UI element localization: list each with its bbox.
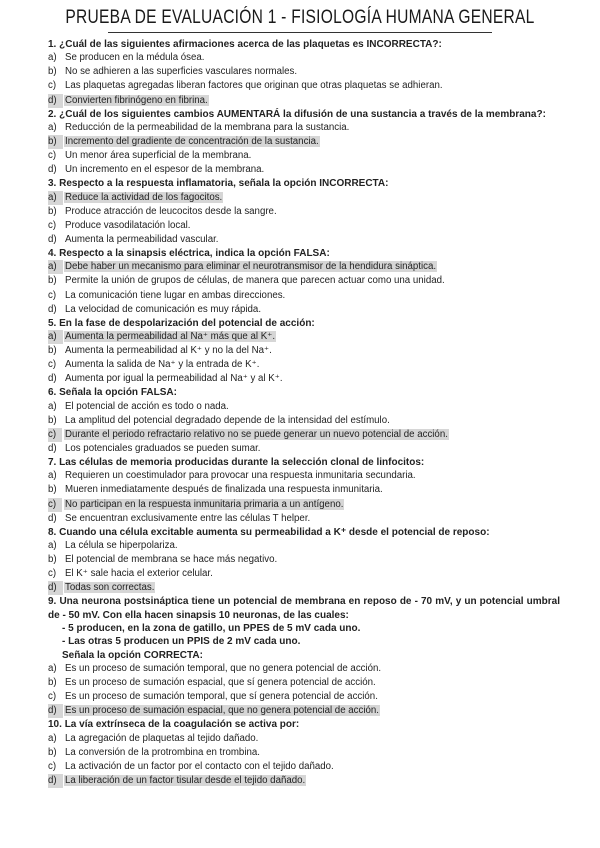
- option-text: El potencial de acción es todo o nada.: [65, 400, 229, 412]
- option-text: Los potenciales graduados se pueden sumar.: [65, 442, 261, 454]
- answer-option: [48, 358, 560, 372]
- option-text: Mueren inmediatamente después de finalizada una respuesta inmunitaria.: [65, 484, 383, 496]
- answer-option: [48, 400, 560, 414]
- question-text: En la fase de despolarización del potencial de acción:: [59, 317, 315, 329]
- question-stem: [48, 38, 560, 51]
- question-list: [48, 38, 560, 788]
- option-text: Es un proceso de sumación temporal, que sí genera potencial de acción.: [65, 691, 378, 703]
- option-text: Es un proceso de sumación espacial, que sí genera potencial de acción.: [65, 676, 376, 688]
- answer-option: [48, 662, 560, 676]
- answer-option: [48, 732, 560, 746]
- answer-option: [48, 344, 560, 358]
- answer-option: [48, 539, 560, 553]
- option-letter: d): [48, 704, 63, 718]
- answer-option: [48, 512, 560, 526]
- question-extra-line: - 5 producen, en la zona de gatillo, un PPES de 5 mV cada uno.: [62, 622, 361, 634]
- option-letter: d): [48, 442, 57, 454]
- answer-option: [48, 121, 560, 135]
- option-letter: b): [48, 484, 57, 496]
- question-extra-line: Señala la opción CORRECTA:: [62, 649, 203, 661]
- answer-option: [48, 219, 560, 233]
- question-number: 7.: [48, 457, 57, 469]
- option-letter: a): [48, 330, 63, 344]
- option-letter: c): [48, 359, 57, 371]
- question-text: Señala la opción FALSA:: [59, 387, 177, 399]
- answer-option: [48, 303, 560, 317]
- option-text: El potencial de membrana se hace más negativo.: [65, 554, 278, 566]
- option-text: Incremento del gradiente de concentración de la sustancia.: [65, 136, 319, 148]
- answer-option-highlighted: [48, 94, 560, 108]
- option-letter: b): [48, 746, 57, 758]
- option-letter: d): [48, 94, 63, 108]
- question-8: [48, 526, 560, 596]
- question-extra-line: - Las otras 5 producen un PPIS de 2 mV cada uno.: [62, 636, 301, 648]
- answer-option-highlighted: [48, 704, 560, 718]
- question-4: [48, 247, 560, 317]
- answer-option-highlighted: [48, 774, 560, 788]
- question-stem: [48, 177, 560, 190]
- question-3: [48, 177, 560, 247]
- option-letter: c): [48, 568, 57, 580]
- option-letter: b): [48, 554, 57, 566]
- option-text: Aumenta la permeabilidad vascular.: [65, 233, 219, 245]
- option-text: Aumenta la salida de Na⁺ y la entrada de K⁺.: [65, 359, 260, 371]
- question-number: 1.: [48, 39, 57, 50]
- option-text: Convierten fibrinógeno en fibrina.: [65, 94, 208, 106]
- option-text: No se adhieren a las superficies vasculares normales.: [65, 66, 298, 78]
- answer-option: [48, 163, 560, 177]
- option-letter: b): [48, 345, 57, 357]
- option-letter: c): [48, 428, 62, 442]
- option-text: Aumenta por igual la permeabilidad al Na⁺ y al K⁺.: [65, 373, 283, 385]
- option-text: Produce vasodilatación local.: [65, 219, 191, 231]
- option-letter: d): [48, 233, 57, 245]
- question-stem: [48, 386, 560, 399]
- option-letter: b): [48, 135, 63, 149]
- question-number: 2.: [48, 108, 57, 120]
- question-1: [48, 38, 560, 108]
- question-stem: [48, 595, 560, 622]
- answer-option-highlighted: [48, 428, 560, 442]
- option-text: Un incremento en el espesor de la membrana.: [65, 164, 265, 176]
- answer-option: [48, 65, 560, 79]
- option-text: Todas son correctas.: [65, 582, 155, 594]
- question-stem: [48, 456, 560, 469]
- question-5: [48, 317, 560, 387]
- answer-option: [48, 414, 560, 428]
- answer-option-highlighted: [48, 581, 560, 595]
- page-title: PRUEBA DE EVALUACIÓN 1 - FISIOLOGÍA HUMANA GENERAL: [65, 7, 535, 28]
- question-stem: [48, 317, 560, 330]
- option-text: Durante el periodo refractario relativo no se puede generar un nuevo potencial de acción.: [65, 428, 448, 440]
- option-letter: b): [48, 205, 57, 217]
- answer-option: [48, 274, 560, 288]
- answer-option-highlighted: [48, 330, 560, 344]
- question-number: 10.: [48, 719, 62, 731]
- option-letter: a): [48, 52, 57, 64]
- option-text: Reducción de la permeabilidad de la membrana para la sustancia.: [65, 121, 350, 133]
- question-9: [48, 595, 560, 718]
- answer-option: [48, 676, 560, 690]
- option-text: La conversión de la protrombina en trombina.: [65, 746, 260, 758]
- answer-option: [48, 469, 560, 483]
- option-letter: a): [48, 470, 57, 482]
- option-letter: a): [48, 121, 57, 133]
- answer-option: [48, 442, 560, 456]
- option-text: Aumenta la permeabilidad al K⁺ y no la del Na⁺.: [65, 345, 272, 357]
- answer-option-highlighted: [48, 135, 560, 149]
- answer-option: [48, 149, 560, 163]
- option-text: El K⁺ sale hacia el exterior celular.: [65, 568, 213, 580]
- option-letter: c): [48, 150, 57, 162]
- option-text: La célula se hiperpolariza.: [65, 540, 178, 551]
- option-letter: d): [48, 774, 63, 788]
- question-6: [48, 386, 560, 456]
- option-text: Permite la unión de grupos de células, de manera que parecen actuar como una unidad.: [65, 275, 445, 287]
- question-text: ¿Cuál de los siguientes cambios AUMENTARÁ la difusión de una sustancia a través de la membrana?:: [59, 108, 546, 120]
- answer-option: [48, 372, 560, 386]
- answer-option-highlighted: [48, 260, 560, 274]
- option-text: Las plaquetas agregadas liberan factores que originan que otras plaquetas se adhieran.: [65, 80, 443, 92]
- option-letter: d): [48, 164, 57, 176]
- option-text: Es un proceso de sumación temporal, que no genera potencial de acción.: [65, 662, 382, 674]
- question-stem: [48, 526, 560, 539]
- question-7: [48, 456, 560, 526]
- question-stem: [48, 718, 560, 731]
- question-number: 9.: [48, 596, 57, 608]
- option-letter: a): [48, 191, 63, 205]
- option-text: Es un proceso de sumación espacial, que no genera potencial de acción.: [65, 705, 379, 717]
- option-letter: a): [48, 662, 57, 674]
- option-text: La agregación de plaquetas al tejido dañado.: [65, 732, 259, 744]
- question-number: 4.: [48, 248, 57, 260]
- question-stem: [48, 108, 560, 121]
- answer-option: [48, 690, 560, 704]
- option-letter: d): [48, 303, 57, 315]
- option-letter: b): [48, 676, 57, 688]
- option-letter: c): [48, 691, 57, 703]
- option-text: Debe haber un mecanismo para eliminar el neurotransmisor de la hendidura sináptica.: [65, 261, 437, 273]
- option-letter: d): [48, 581, 63, 595]
- answer-option: [48, 746, 560, 760]
- question-10: [48, 718, 560, 788]
- question-text: Respecto a la respuesta inflamatoria, señala la opción INCORRECTA:: [59, 178, 389, 190]
- question-text: Las células de memoria producidas durante la selección clonal de linfocitos:: [59, 457, 425, 469]
- question-number: 3.: [48, 178, 57, 190]
- option-letter: a): [48, 732, 57, 744]
- option-text: Produce atracción de leucocitos desde la sangre.: [65, 205, 277, 217]
- answer-option: [48, 233, 560, 247]
- answer-option: [48, 483, 560, 497]
- answer-option: [48, 760, 560, 774]
- question-text: Respecto a la sinapsis eléctrica, indica la opción FALSA:: [59, 248, 330, 260]
- answer-option-highlighted: [48, 498, 560, 512]
- option-letter: a): [48, 540, 57, 551]
- question-2: [48, 108, 560, 178]
- option-text: Aumenta la permeabilidad al Na⁺ más que al K⁺.: [65, 330, 276, 342]
- option-text: Se encuentran exclusivamente entre las células T helper.: [65, 512, 311, 524]
- option-letter: c): [48, 80, 57, 92]
- option-letter: d): [48, 373, 57, 385]
- option-text: No participan en la respuesta inmunitaria primaria a un antígeno.: [65, 498, 344, 510]
- option-letter: a): [48, 260, 63, 274]
- option-text: La comunicación tiene lugar en ambas direcciones.: [65, 289, 286, 301]
- option-text: Reduce la actividad de los fagocitos.: [65, 191, 223, 203]
- option-text: La liberación de un factor tisular desde el tejido dañado.: [65, 774, 306, 786]
- question-text: ¿Cuál de las siguientes afirmaciones acerca de las plaquetas es INCORRECTA?:: [59, 39, 442, 50]
- answer-option: [48, 205, 560, 219]
- answer-option: [48, 51, 560, 65]
- option-letter: c): [48, 498, 62, 512]
- answer-option: [48, 553, 560, 567]
- answer-option-highlighted: [48, 191, 560, 205]
- option-text: La activación de un factor por el contacto con el tejido dañado.: [65, 760, 334, 772]
- option-letter: b): [48, 414, 57, 426]
- option-letter: c): [48, 219, 57, 231]
- option-text: La velocidad de comunicación es muy rápida.: [65, 303, 262, 315]
- answer-option: [48, 79, 560, 93]
- option-text: La amplitud del potencial degradado depende de la intensidad del estímulo.: [65, 414, 390, 426]
- option-text: Se producen en la médula ósea.: [65, 52, 205, 64]
- question-stem: [48, 247, 560, 260]
- option-text: Requieren un coestimulador para provocar una respuesta inmunitaria secundaria.: [65, 470, 416, 482]
- title-underline: [108, 32, 492, 33]
- option-letter: c): [48, 760, 57, 772]
- answer-option: [48, 289, 560, 303]
- option-letter: d): [48, 512, 57, 524]
- question-text: Una neurona postsináptica tiene un potencial de membrana en reposo de - 70 mV, y un potencial umbral de - 50 mV. Con ella hacen sinapsis 10 neuronas, de las cuales:: [48, 596, 560, 621]
- question-text: Cuando una célula excitable aumenta su permeabilidad a K⁺ desde el potencial de reposo:: [59, 526, 490, 538]
- option-letter: b): [48, 275, 57, 287]
- question-number: 8.: [48, 526, 57, 538]
- question-text: La vía extrínseca de la coagulación se activa por:: [64, 719, 300, 731]
- option-letter: a): [48, 400, 57, 412]
- option-letter: b): [48, 66, 57, 78]
- question-number: 6.: [48, 387, 57, 399]
- option-text: Un menor área superficial de la membrana.: [65, 150, 252, 162]
- option-letter: c): [48, 289, 57, 301]
- answer-option: [48, 567, 560, 581]
- question-number: 5.: [48, 317, 57, 329]
